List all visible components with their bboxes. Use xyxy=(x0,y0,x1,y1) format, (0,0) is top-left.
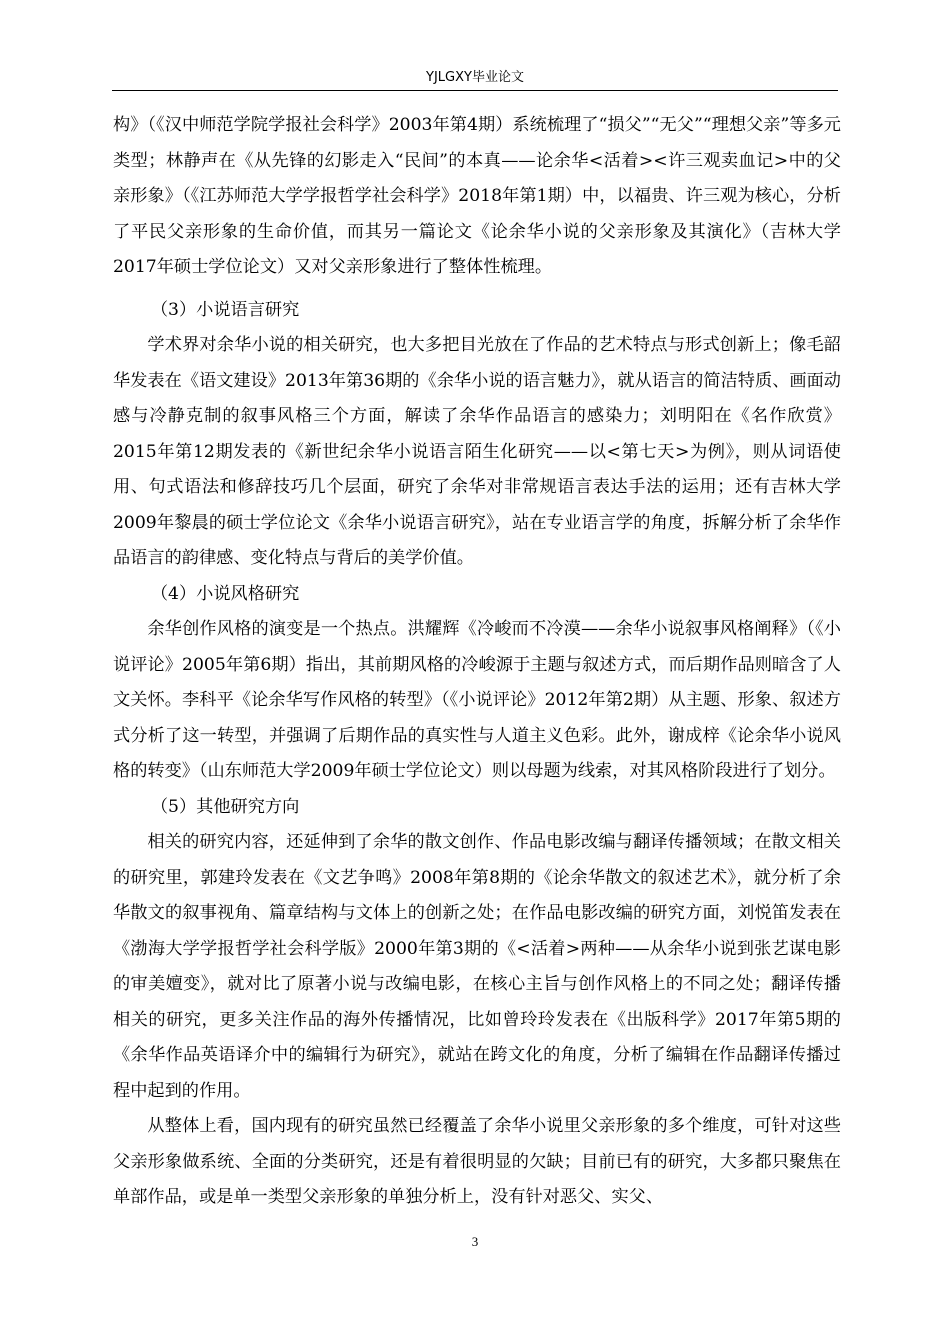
section-heading-style-study: （4）小说风格研究 xyxy=(150,583,300,604)
page-header: YJLGXY毕业论文 xyxy=(112,66,838,91)
paragraph-style-study: 余华创作风格的演变是一个热点。洪耀辉《冷峻而不冷漠——余华小说叙事风格阐释》（《小说评论》2005年第6期）指出，其前期风格的冷峻源于主题与叙述方式，而后期作品则暗含了人文关怀。李科平《论余华写作风格的转型》（《小说评论》2012年第2期）从主题、形象、叙述方式分析了这一转型，并强调了后期作品的真实性与人道主义色彩。此外，谢成梓《论余华小说风格的转变》（山东师范大学2009年硕士学位论文）则以母题为线索，对其风格阶段进行了划分。 xyxy=(113,619,841,781)
paragraph-other-directions: 相关的研究内容，还延伸到了余华的散文创作、作品电影改编与翻译传播领域；在散文相关的研究里，郭建玲发表在《文艺争鸣》2008年第8期的《论余华散文的叙述艺术》，就分析了余华散文的叙事视角、篇章结构与文体上的创新之处；在作品电影改编的研究方面，刘悦笛发表在《渤海大学学报哲学社会科学版》2000年第3期的《<活着>两种——从余华小说到张艺谋电影的审美嬗变》，就对比了原著小说与改编电影，在核心主旨与创作风格上的不同之处；翻译传播相关的研究，更多关注作品的海外传播情况，比如曾玲玲发表在《出版科学》2017年第5期的《余华作品英语译介中的编辑行为研究》，就站在跨文化的角度，分析了编辑在作品翻译传播过程中起到的作用。 xyxy=(113,832,841,1101)
page-number: 3 xyxy=(471,1234,479,1249)
paragraph-language-study: 学术界对余华小说的相关研究，也大多把目光放在了作品的艺术特点与形式创新上；像毛韶华发表在《语文建设》2013年第36期的《余华小说的语言魅力》，就从语言的简洁特质、画面动感与冷静克制的叙事风格三个方面，解读了余华作品语言的感染力；刘明阳在《名作欣赏》2015年第12期发表的《新世纪余华小说语言陌生化研究——以<第七天>为例》，则从词语使用、句式语法和修辞技巧几个层面，研究了余华对非常规语言表达手法的运用；还有吉林大学2009年黎晨的硕士学位论文《余华小说语言研究》，站在专业语言学的角度，拆解分析了余华作品语言的韵律感、变化特点与背后的美学价值。 xyxy=(113,335,841,568)
section-heading-other-directions: （5）其他研究方向 xyxy=(150,796,300,817)
paragraph-overall-summary: 从整体上看，国内现有的研究虽然已经覆盖了余华小说里父亲形象的多个维度，可针对这些父亲形象做系统、全面的分类研究，还是有着很明显的欠缺；目前已有的研究，大多都只聚焦在单部作品，或是单一类型父亲形象的单独分析上，没有针对恶父、实父、 xyxy=(113,1116,841,1207)
body-text xyxy=(113,108,841,1216)
section-heading-language-study: （3）小说语言研究 xyxy=(150,299,300,320)
paragraph-father-image-continued: 构》（《汉中师范学院学报社会科学》2003年第4期）系统梳理了“损父”“无父”“理想父亲”等多元类型；林静声在《从先锋的幻影走入“民间”的本真——论余华<活着><许三观卖血记>中的父亲形象》（《江苏师范大学学报哲学社会科学》2018年第1期）中，以福贵、许三观为核心，分析了平民父亲形象的生命价值，而其另一篇论文《论余华小说的父亲形象及其演化》（吉林大学2017年硕士学位论文）又对父亲形象进行了整体性梳理。 xyxy=(113,115,841,277)
